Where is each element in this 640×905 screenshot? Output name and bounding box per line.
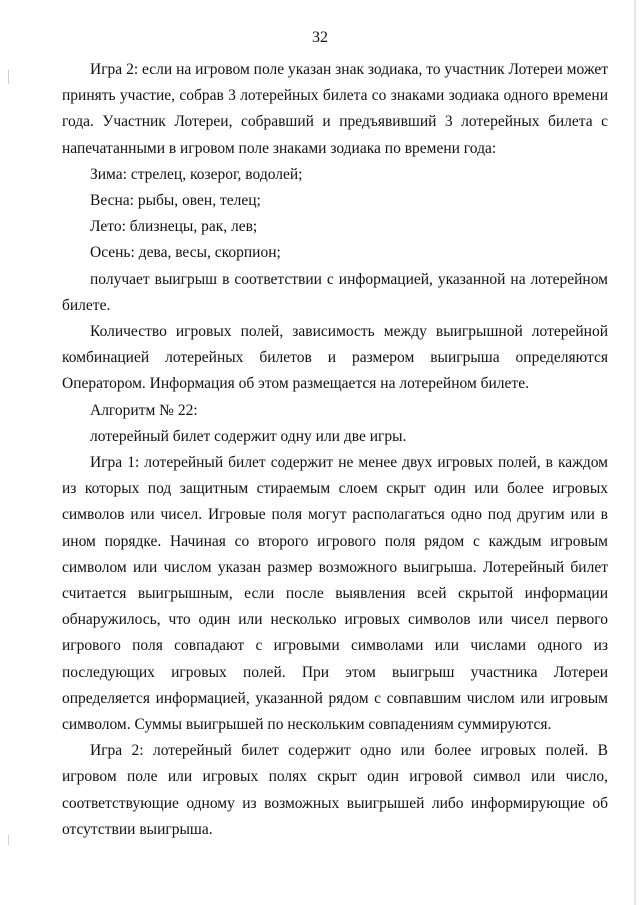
list-item-spring: Весна: рыбы, овен, телец; [90, 192, 261, 210]
scan-mark [8, 835, 9, 845]
paragraph-game-fields: Количество игровых полей, зависимость между выигрышной лотерейной комбинацией лотерейных билетов и размером выигрыша определяются Оператором. Информация об этом размещается на лотерейном билете. [62, 323, 608, 393]
list-item-winter: Зима: стрелец, козерог, водолей; [90, 165, 303, 183]
paragraph-prize-info: получает выигрыш в соответствии с информацией, указанной на лотерейном билете. [62, 270, 608, 314]
scan-mark [8, 70, 9, 84]
algorithm-heading: Алгоритм № 22: [90, 401, 198, 419]
page-number: 32 [312, 29, 328, 46]
paragraph-game2-zodiac: Игра 2: если на игровом поле указан знак зодиака, то участник Лотереи может принять участие, собрав 3 лотерейных билета со знаками зодиака одного времени года. Участник Лотереи, собравший и предъявивший 3 лотерейных билета с напечатанными в игровом поле знаками зодиака по времени года: [62, 61, 608, 157]
document-body [62, 57, 608, 843]
list-item-summer: Лето: близнецы, рак, лев; [90, 218, 258, 236]
paragraph-game2: Игра 2: лотерейный билет содержит одно или более игровых полей. В игровом поле или игровых полях скрыт один игровой символ или число, соответствующие одному из возможных выигрышей либо информирующие об отсутствии выигрыша. [62, 742, 608, 838]
paragraph-game1: Игра 1: лотерейный билет содержит не менее двух игровых полей, в каждом из которых под защитным стираемым слоем скрыт один или более игровых символов или чисел. Игровые поля могут располагаться одно под другим или в ином порядке. Начиная со второго игрового поля рядом с каждым игровым символом или числом указан размер возможного выигрыша. Лотерейный билет считается выигрышным, если после выявления всей скрытой информации обнаружилось, что один или несколько игровых символов или чисел первого игрового поля совпадают с игровыми символами или числами одного из последующих игровых полей. При этом выигрыш участника Лотереи определяется информацией, указанной рядом с совпавшим числом или игровым символом. Суммы выигрышей по нескольким совпадениям суммируются. [62, 454, 608, 734]
paragraph-ticket-games: лотерейный билет содержит одну или две игры. [90, 427, 407, 445]
list-item-autumn: Осень: дева, весы, скорпион; [90, 244, 281, 262]
scan-edge [634, 0, 636, 905]
